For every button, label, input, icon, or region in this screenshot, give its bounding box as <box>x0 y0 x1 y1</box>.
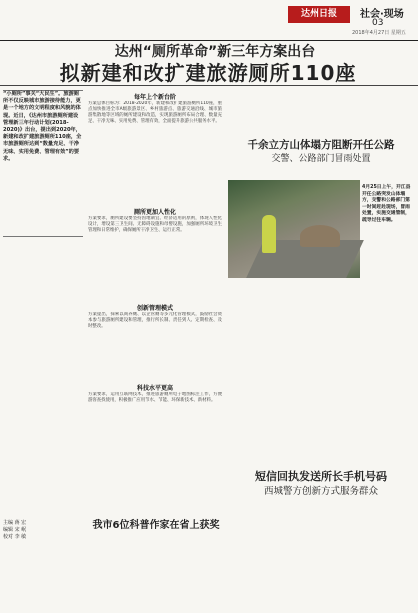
photo-officer-shape <box>262 215 276 253</box>
page-number: 03 <box>372 18 384 28</box>
story-headline: 短信回执发送所长手机号码 <box>255 470 387 483</box>
subheading: 科技水平更高 <box>136 385 173 392</box>
main-headline: 拟新建和改扩建旅游厕所110座 <box>59 61 357 85</box>
proof-credit: 校对 李 敏 <box>3 534 27 540</box>
article-paragraph: 方案要求，厕所建设要坚持因地制宜、经济适用的原则，体现人性化设计，增设第三卫生间、无障碍设施和母婴设施，加强厕所环境卫生管理和日常维护，确保厕所干净卫生、运行正常。 <box>88 216 222 234</box>
photo-caption: 4月25日上午，开江县开任公路突发山体塌方，交警和公路部门第一时间赶赴现场，冒雨处置，实施交通管制，疏导过往车辆。 <box>362 185 411 223</box>
story-subheadline: 西城警方创新方式服务群众 <box>263 486 378 497</box>
photo-rock-shape <box>300 225 340 247</box>
story-headline: 我市6位科普作家在省上获奖 <box>92 520 220 531</box>
headline-rule <box>0 85 418 86</box>
staff-nameplate <box>3 520 83 541</box>
subheading: 厕所更加人性化 <box>133 209 176 216</box>
subheading: 每年上个新台阶 <box>133 94 176 101</box>
story-headline: 千余立方山体塌方阻断开任公路 <box>247 139 395 151</box>
lead-box <box>3 90 83 237</box>
article-paragraph: 方案要求，运用互联网技术，推进旅游厕所电子地图标注工作，方便游客查找使用，积极推广应用节水、节能、环保新技术、新材料。 <box>88 392 222 404</box>
article-paragraph: 方案提出，探索以商养厕、以企管厕等多元化管理模式，鼓励社会资本参与旅游厕所建设和管理，推行所长制、责任到人、定期检查、及时整改。 <box>88 312 222 330</box>
headline-kicker: 达州“厕所革命”新三年方案出台 <box>114 44 316 60</box>
editor-credit: 主编 蒋 宏 <box>3 520 27 526</box>
subheading: 创新管理模式 <box>136 305 173 312</box>
story-subheadline: 交警、公路部门冒雨处置 <box>271 154 371 164</box>
lead-text: “小厕所”事关“大民生”。旅游厕所不仅反映城市旅游接待能力，更是一个地方的文明程度和风貌的体现。近日，《达州市旅游厕所建设管理新三年行动计划(2018-2020)》出台，提出到2020年，新建和改扩建旅游厕所110座，全市旅游厕所达到“数量充足、干净无味、实用免费、管理有效”的要求。 <box>3 91 82 162</box>
article-paragraph: 方案总体目标为：2018-2020年，新建和改扩建旅游厕所110座，重点加快推进全市A级旅游景区、乡村旅游点、旅游交通沿线、城市旅游集散地等区域的厕所建设和改造，实现旅游厕所布局合理、数量充足、干净无味、实用免费、管理有效，全面提升旅游公共服务水平。 <box>88 101 222 125</box>
section-title: 社会·现场 <box>360 9 404 20</box>
issue-date: 2018年4月27日 星期五 <box>352 30 406 36</box>
designer-credit: 编辑 宋 岷 <box>3 527 27 533</box>
newspaper-logo: 达州日报 <box>288 6 350 23</box>
